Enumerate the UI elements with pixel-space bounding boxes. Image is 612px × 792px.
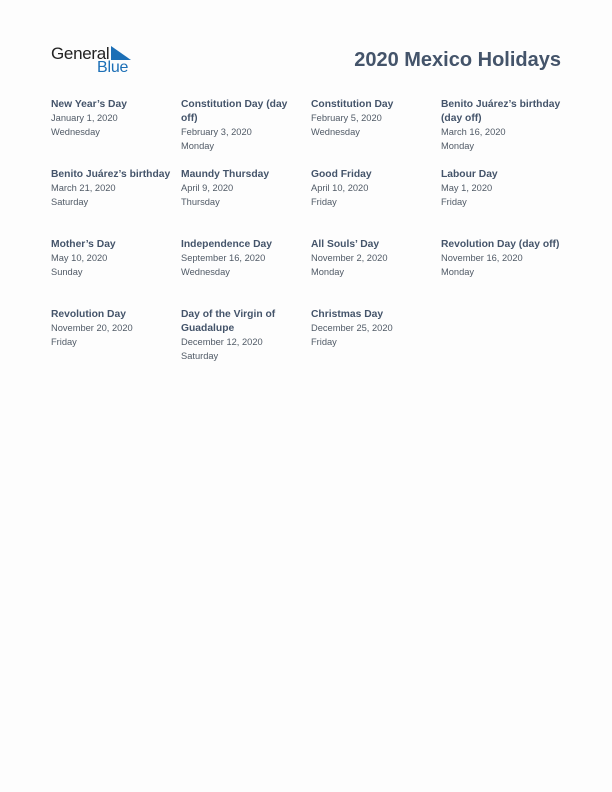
page-title: 2020 Mexico Holidays (354, 49, 561, 71)
holiday-date: February 5, 2020 (311, 113, 382, 123)
holiday-item (181, 308, 311, 378)
holiday-name: Mother’s Day (51, 239, 116, 250)
holiday-weekday: Friday (311, 336, 337, 347)
holiday-name: All Souls’ Day (311, 239, 380, 250)
holiday-date: April 10, 2020 (311, 183, 369, 193)
holiday-weekday: Thursday (181, 196, 220, 207)
holiday-name: Good Friday (311, 169, 372, 180)
holiday-weekday: Wednesday (51, 126, 100, 137)
holiday-date: April 9, 2020 (181, 183, 234, 193)
holiday-name: New Year’s Day (51, 99, 127, 110)
holiday-date: March 21, 2020 (51, 183, 116, 193)
logo-triangle-icon (111, 46, 131, 60)
holiday-name: Revolution Day (51, 309, 126, 320)
holiday-date: May 10, 2020 (51, 253, 108, 263)
holiday-item (181, 168, 311, 238)
holiday-item (181, 98, 311, 168)
holiday-item (311, 308, 441, 378)
holiday-item (51, 98, 181, 168)
holiday-weekday: Saturday (51, 196, 89, 207)
holiday-name: Constitution Day (day off) (181, 99, 288, 124)
holiday-name: Christmas Day (311, 309, 384, 320)
holiday-name: Benito Juárez’s birthday (day off) (441, 99, 561, 124)
holiday-name: Day of the Virgin of Guadalupe (181, 309, 276, 334)
holiday-date: December 25, 2020 (311, 323, 393, 333)
holiday-weekday: Monday (181, 140, 215, 151)
holiday-name: Labour Day (441, 169, 498, 180)
holiday-date: January 1, 2020 (51, 113, 118, 123)
holiday-item (51, 168, 181, 238)
holiday-date: November 16, 2020 (441, 253, 523, 263)
logo-text-general: General (51, 44, 110, 63)
holiday-item (181, 238, 311, 308)
holiday-weekday: Monday (311, 266, 345, 277)
holiday-weekday: Friday (441, 196, 467, 207)
holiday-date: March 16, 2020 (441, 127, 506, 137)
holiday-item (441, 168, 571, 238)
holiday-date: December 12, 2020 (181, 337, 263, 347)
holiday-weekday: Sunday (51, 266, 83, 277)
holiday-item (51, 308, 181, 378)
generalblue-logo (51, 44, 133, 78)
holiday-name: Benito Juárez’s birthday (51, 169, 171, 180)
holiday-weekday: Wednesday (181, 266, 230, 277)
holiday-date: November 2, 2020 (311, 253, 388, 263)
holiday-weekday: Friday (51, 336, 77, 347)
holiday-name: Independence Day (181, 239, 272, 250)
holiday-item (311, 238, 441, 308)
holiday-item (311, 98, 441, 168)
holiday-date: February 3, 2020 (181, 127, 252, 137)
logo-text-blue: Blue (97, 59, 129, 76)
holiday-item (441, 238, 571, 308)
holiday-weekday: Friday (311, 196, 337, 207)
holiday-item (441, 98, 571, 168)
holiday-name: Maundy Thursday (181, 169, 270, 180)
holiday-name: Revolution Day (day off) (441, 239, 560, 250)
holiday-item (51, 238, 181, 308)
holiday-date: November 20, 2020 (51, 323, 133, 333)
holiday-weekday: Monday (441, 266, 475, 277)
holiday-date: September 16, 2020 (181, 253, 266, 263)
holiday-grid (51, 98, 571, 378)
holiday-weekday: Wednesday (311, 126, 360, 137)
holiday-name: Constitution Day (311, 99, 394, 110)
holiday-weekday: Monday (441, 140, 475, 151)
holiday-weekday: Saturday (181, 350, 219, 361)
holiday-date: May 1, 2020 (441, 183, 493, 193)
holiday-item (311, 168, 441, 238)
